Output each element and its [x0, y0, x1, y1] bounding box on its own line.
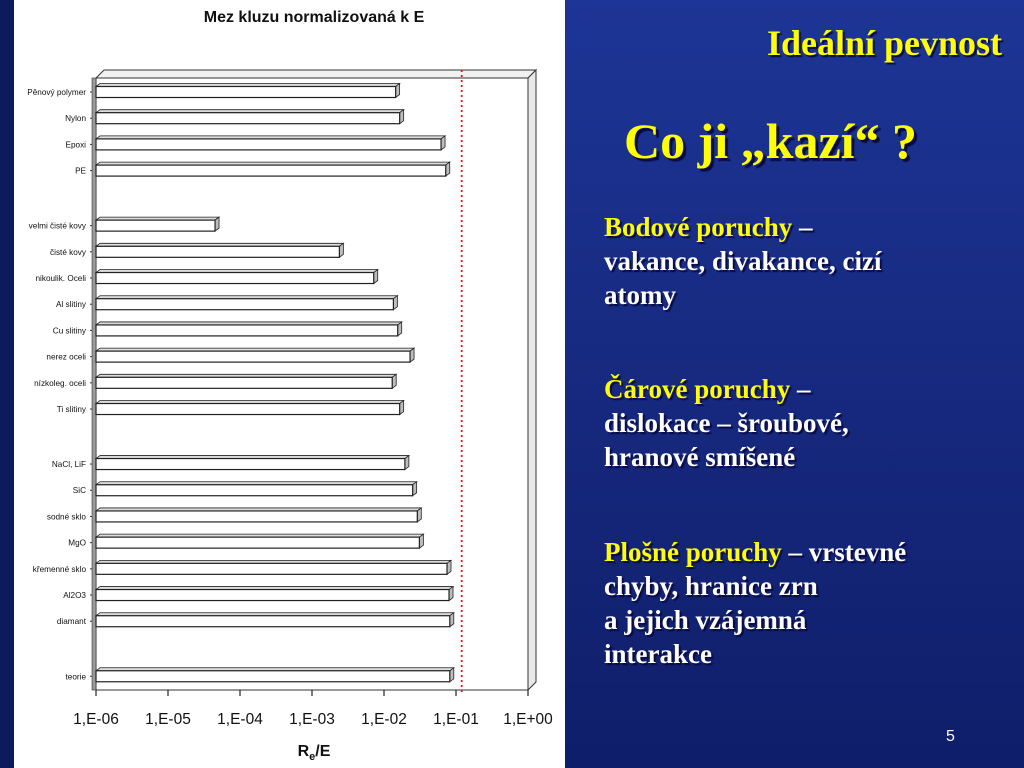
bar-end-face [447, 560, 451, 574]
planar-defects-rest: – vrstevné [781, 537, 907, 567]
y-tick-label: Pěnový polymer [27, 88, 86, 97]
y-tick-label: NaCl, LiF [51, 460, 86, 470]
x-tick-label: 1,E-06 [73, 711, 119, 728]
bar [96, 246, 339, 257]
bar [96, 351, 410, 362]
line-defects-line: dislokace – šroubové, [604, 408, 849, 438]
page-number: 5 [946, 728, 955, 745]
plot-top-edge [96, 70, 536, 78]
y-tick-label: SiC [72, 486, 86, 496]
bar [96, 671, 450, 682]
point-defects-dash: – [792, 212, 813, 242]
line-defects-line: hranové smíšené [604, 442, 796, 472]
y-tick-label: teorie [65, 672, 86, 682]
x-axis-label: $R_e/E$ [297, 743, 331, 763]
bar [96, 563, 447, 574]
planar-defects-line: chyby, hranice zrn [604, 571, 818, 601]
bar [96, 459, 405, 470]
bar-end-face [446, 162, 450, 176]
point-defects-term: Bodové poruchy [604, 212, 793, 242]
x-tick-label: 1,E-01 [433, 711, 479, 728]
bar [96, 485, 413, 496]
y-tick-label: nízkoleg. oceli [34, 378, 86, 388]
planar-defects-block [604, 535, 1004, 671]
planar-defects-term: Plošné poruchy [604, 537, 782, 567]
y-tick-label: čisté kovy [50, 247, 86, 257]
chart-panel [14, 0, 565, 768]
plot-right-edge [528, 70, 536, 690]
y-tick-label: křemenné sklo [32, 564, 86, 574]
x-tick-label: 1,E-02 [361, 711, 407, 728]
y-tick-label: Epoxi [65, 140, 86, 150]
slide-title: Ideální pevnost [766, 23, 1002, 63]
point-defects-line: atomy [604, 280, 676, 310]
y-tick-label: Ti slitiny [56, 405, 86, 415]
bar [96, 590, 449, 601]
bar-end-face [450, 613, 454, 627]
x-tick-label: 1,E-04 [217, 711, 263, 728]
bar [96, 273, 374, 284]
bar-end-face [339, 243, 343, 257]
y-tick-label: PE [75, 166, 86, 176]
bar [96, 404, 400, 415]
bar-end-face [450, 668, 454, 682]
bar-end-face [449, 587, 453, 601]
bar [96, 165, 446, 176]
bar [96, 139, 441, 150]
planar-defects-line: interakce [604, 639, 712, 669]
y-tick-label: diamant [56, 617, 86, 627]
bar [96, 325, 398, 336]
chart-title: Mez kluzu normalizovaná k E [203, 9, 425, 26]
slide-left-edge [0, 0, 14, 768]
y-tick-label: Al2O3 [63, 591, 86, 601]
x-tick-label: 1,E-05 [145, 711, 191, 728]
x-tick-label: 1,E-03 [289, 711, 335, 728]
bar [96, 220, 215, 231]
y-tick-label: nerez oceli [46, 352, 86, 362]
yield-strength-chart [14, 0, 565, 768]
point-defects-line: vakance, divakance, cizí [604, 246, 882, 276]
bar [96, 616, 450, 627]
slide-question: Co ji „kazí“ ? [624, 113, 918, 169]
bar [96, 299, 393, 310]
line-defects-dash: – [790, 374, 811, 404]
x-tick-label: 1,E+00 [503, 711, 553, 728]
point-defects-block [604, 210, 1004, 312]
y-tick-label: nikoulik. Oceli [35, 274, 86, 284]
y-tick-label: sodné sklo [46, 512, 86, 522]
bar [96, 113, 400, 124]
line-defects-block [604, 372, 1004, 474]
y-tick-label: velmi čisté kovy [28, 221, 86, 231]
bar [96, 377, 392, 388]
bar [96, 87, 396, 98]
y-tick-label: Nylon [65, 114, 86, 124]
bar [96, 537, 419, 548]
y-tick-label: Cu slitiny [52, 326, 86, 336]
y-tick-label: MgO [68, 538, 86, 548]
bar [96, 511, 417, 522]
y-tick-label: Al slitiny [55, 300, 86, 310]
line-defects-term: Čárové poruchy [604, 374, 791, 404]
planar-defects-line: a jejich vzájemná [604, 605, 807, 635]
